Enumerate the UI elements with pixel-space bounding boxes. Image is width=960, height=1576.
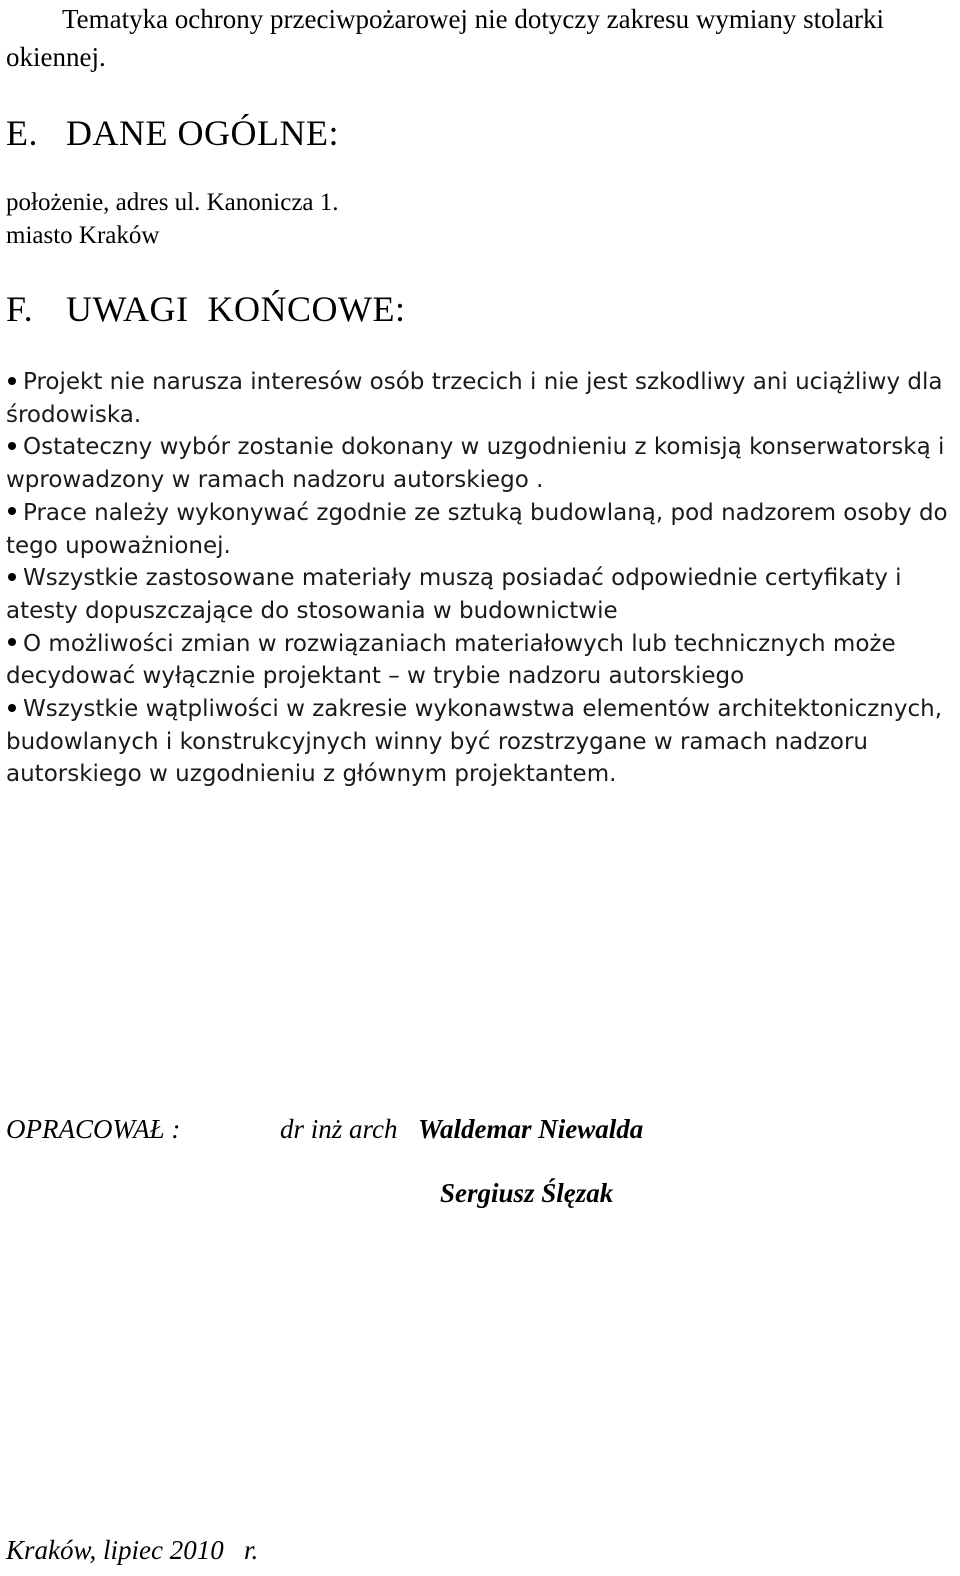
bullet-icon: [8, 638, 16, 646]
final-notes-list: [6, 366, 951, 791]
author-title: dr inż arch: [280, 1114, 398, 1144]
list-item: [6, 693, 951, 791]
list-item: [6, 431, 951, 496]
note-text: Prace należy wykonywać zgodnie ze sztuką budowlaną, pod nadzorem osoby do tego upoważnionej.: [6, 499, 948, 559]
coauthor-name: Sergiusz Ślęzak: [440, 1178, 614, 1208]
address-line: położenie, adres ul. Kanonicza 1.: [6, 189, 339, 216]
bullet-icon: [8, 377, 16, 385]
place-date: Kraków, lipiec 2010 r.: [6, 1535, 259, 1565]
city-line: miasto Kraków: [6, 222, 160, 249]
bullet-icon: [8, 507, 16, 515]
section-e-heading: [6, 112, 339, 154]
note-text: O możliwości zmian w rozwiązaniach materiałowych lub technicznych może decydować wyłącznie projektant – w trybie nadzoru autorskiego: [6, 630, 896, 690]
note-text: Wszystkie wątpliwości w zakresie wykonawstwa elementów architektonicznych, budowlanych i konstrukcyjnych winny być rozstrzygane w ramach nadzoru autorskiego w uzgodnieniu z głównym projektantem.: [6, 696, 943, 788]
author-name: Waldemar Niewalda: [418, 1114, 644, 1144]
prepared-by-label: OPRACOWAŁ :: [6, 1114, 181, 1144]
section-f-heading: [6, 288, 405, 330]
section-f-letter: F.: [6, 289, 34, 329]
list-item: [6, 366, 951, 431]
bullet-icon: [8, 442, 16, 450]
list-item: [6, 497, 951, 562]
note-text: Ostateczny wybór zostanie dokonany w uzgodnieniu z komisją konserwatorską i wprowadzony w ramach nadzoru autorskiego .: [6, 434, 945, 494]
section-e-title: DANE OGÓLNE:: [66, 113, 339, 153]
location-block: [6, 186, 339, 252]
intro-paragraph: Tematyka ochrony przeciwpożarowej nie dotyczy zakresu wymiany stolarki okiennej.: [6, 4, 885, 72]
bullet-icon: [8, 704, 16, 712]
list-item: [6, 562, 951, 627]
bullet-icon: [8, 573, 16, 581]
section-f-title: UWAGI KOŃCOWE:: [66, 289, 406, 329]
note-text: Projekt nie narusza interesów osób trzecich i nie jest szkodliwy ani uciążliwy dla środowiska.: [6, 369, 943, 428]
section-e-letter: E.: [6, 113, 38, 153]
note-text: Wszystkie zastosowane materiały muszą posiadać odpowiednie certyfikaty i atesty dopuszczające do stosowania w budownictwie: [6, 565, 902, 624]
list-item: [6, 628, 951, 693]
